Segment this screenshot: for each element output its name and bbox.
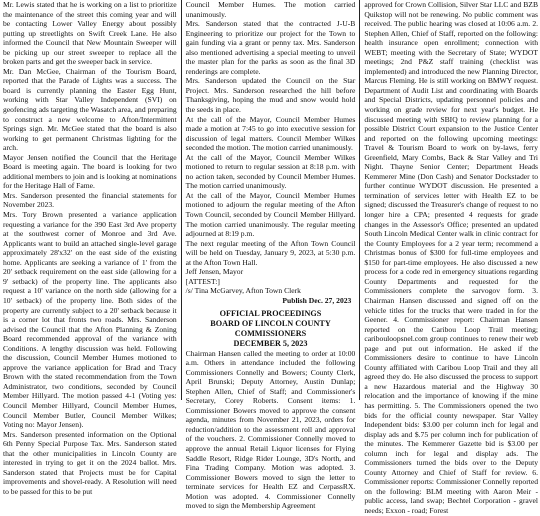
notice-heading: OFFICIAL PROCEEDINGS xyxy=(219,308,322,318)
column-middle xyxy=(182,0,360,511)
signature-clerk: /s/ Tina McGarvey, Afton Town Clerk xyxy=(185,286,301,296)
paragraph: Mrs. Tory Brown presented a variance application requesting a variance for the 390 East 3rd Ave property at the southwest corner of Monroe and 3rd Ave. Applicants want to build an attached single-level garage approximately 28'x32' on the east side of the existing home. Applicants are seeking a variance of 1' from the 20' setback requirement on the east side (allowing for a 9' setback) of the property line. The applicants also request a 10' variance on the north side (allowing for a 10' setback) of the property line. Both sides of the property are currently subject to a 20' setback because it is a corner lot that fronts two roads. Mrs. Sanderson advised the Council that the Afton Planning & Zoning Board recommended approval of the variance with Conditions. A lengthy discussion was held. Following the discussion, Council Member Humes motioned to approve the variance application for Brad and Tracy Brown with the stated recommendation from the Town Administrator, two conditions, seconded by Council Member Hillyard. The motion passed 4-1 (Voting yes: Council Member Hillyard, Council Member Humes, Council Member Butler, Council Member Wilkes; Voting no: Mayor Jensen). xyxy=(3,210,177,430)
paragraph: Mr. Dan McGee, Chairman of the Tourism Board, reported that the Parade of Lights was a success. The board is currently planning the Easter Egg Hunt, working with Star Valley Independent (SVI) on geofencing ads targeting the Wasatch area, and preparing to construct a new welcome to Afton/Intermittent Springs sign. Mr. McGee stated that the board is also working to get permanent Christmas lighting for the arch. xyxy=(3,66,177,153)
paragraph: Mayor Jensen notified the Council that the Heritage Board is meeting again. The board is looking for two additional members to join and is looking at nominations for the Heritage Hall of Fame. xyxy=(3,152,177,191)
paragraph: Mrs. Sanderson presented the financial statements for November 2023. xyxy=(3,190,177,210)
notice-subheading-date: DECEMBER 5, 2023 xyxy=(233,338,308,348)
paragraph: Mrs. Sanderson presented information on the Optional 6th Penny Special Purpose Tax. Mrs. Sanderson stated that the other municipalities in Lincoln County are interested in trying to get it on the 2024 ballot. Mrs. Sanderson stated that Projects must be for Capital improvements and shovel-ready. A Resolution will need to be passed for this to be put xyxy=(3,429,177,496)
paragraph: At the call of the Mayor, Council Member Humes motioned to adjourn the regular meeting of the Afton Town Council, seconded by Council Member Hillyard. The motion carried unanimously. The regular meeting adjourned at 8:19 p.m. xyxy=(185,190,356,239)
paragraph: Mrs. Sanderson stated that the contracted J-U-B Engineering to prioritize our project for the Town to gain funding via a grant or penny tax. Mrs. Sanderson also mentioned advertising a special meeting to unveil the master plan for the parks as soon as the final 3D renderings are complete. xyxy=(185,19,356,76)
column-right xyxy=(360,0,539,515)
attest-label: [ATTEST:] xyxy=(185,276,220,286)
paragraph: The next regular meeting of the Afton Town Council will be held on Tuesday, January 9, 2023, at 5:30 p.m. at the Afton Town Hall. xyxy=(185,238,356,267)
column-left xyxy=(3,0,181,496)
paragraph: approved for Crown Collision, Silver Star LLC and BZB Quikstop will not be renewing. No public comment was received. The public hearing was closed at 10:06 a.m. 2. Stephen Allen, Chief of Staff, reported on the following: health insurance open enrollment; connection with WEBT; meeting with the Secretary of State; WYDOT meetings; 2nd P&Z staff training (checklist was implemented) and introduced the new Planning Director, Marcus Fleming. He is still working on BMWY request. Department of Audit List and coordinating with Boards and Special Districts, updating personnel policies and working on grade review for next year's budget. He discussed meeting with SBIQ to review planning for a possible District Court expansion to the Justice Center and reported on the following upcoming meetings: Travel & Tourism Board to work on by-laws, ferry Greenfield, Mary Combs, Back & Star Valley and Tri Night. Thayne Senior Center; Department Heads Kemmerer Mine (Don Cash) and Senator Dockstader to further continue WYDOT discussion. He presented a termination of services letter with Health EZ to be signed; discussed the Treasurer's change of request to no longer hire a CPA; presented 4 requests for grade changes in the Assessor's Office; presented an updated South Lincoln Medical Center walk in clinic contract for the County Employees for a 2 year term; recommend a Christmas bonus of $300 for full-time employees and $150 for part-time employees. He also discussed a new process for a code red in emergency situations regarding County Departments and requested for the Commissioners complete the sarvogov form. 3. Chairman Hansen discussed and signed off on the vehicle titles for the trucks that were traded in for the Geener. 4. Commissioner report: Chairman Hansen reported on the Caribou Loop Trail meeting; caribouloopsnel.com group continues to renew their web page and put out information. He asked if the Commissioners desire to continue to have Lincoln County affiliated with Caribou Loop Trail and they all agreed they do. He also discussed the process to support a new Hazardous material and the Highway 30 relocation and the importance of knowing if the mine has permitting. 5. The Commissioners opened the two bids for the official county newspaper. Star Valley Independent bids: $3.00 per column inch for legal and display ads and $.75 per column inch for publication of the minutes. The Kemmerer Gazette bid is $3.00 per column inch for legal and display ads. The Commissioners turned the bids over to the Deputy County Attorney and Chief of Staff for review. 6. Commissioner reports: Commissioner Connelly reported on the following: BLM meeting with Aaron Meir - public access, land swap; Bechtel Corporation - gravel needs; Exxon - road; Forest xyxy=(364,0,539,515)
notice-subheading-board: BOARD OF LINCOLN COUNTY COMMISSIONERS xyxy=(210,318,331,338)
publish-line: Publish Dec. 27, 2023 xyxy=(282,295,352,305)
signature-mayor: Jeff Jensen, Mayor xyxy=(185,267,244,277)
paragraph: At the call of the Mayor, Council Member Humes made a motion at 7:45 to go into executive session for discussion of legal matters. Council Member Wilkes seconded the motion. The motion carried unanimously. xyxy=(185,114,356,153)
paragraph: Chairman Hansen called the meeting to order at 10:00 a.m. Others in attendance included the following Commissioners Connelly and Bowers; County Clerk, April Brunski; Deputy Attorney, Austin Dunlap; Stephen Allen, Chief of Staff; and Commissioner's Secretary, Corey Roberts. Consent items: 1. Commissioner Bowers moved to approve the consent agenda, minutes from November 21, 2023, orders for reduction/addition to the assessment roll and approval of the vouchers. 2. Commissioner Connelly moved to approve the annual Retail Liquor licenses for Flying Saddle Resort, Ridge Rider Lounge, 3D's North, and Fina Trading Company. Motion was adopted. 3. Commissioner Bowers moved to sign the letter to terminate services for Health EZ and CerpassRX. Motion was adopted. 4. Commissioner Connelly moved to sign the Membership Agreement xyxy=(185,348,356,511)
paragraph: Mrs. Sanderson updated the Council on the Star Project. Mrs. Sanderson researched the hill before Thanksgiving, hoping the mud and snow would hold the seeds in place. xyxy=(185,76,356,115)
paragraph: Mr. Lewis stated that he is working on a list to prioritize the maintenance of the street this coming year and will be contacting Lower Valley Energy about possibly putting up streetlights on Swift Creek Lane. He also informed the Council that New Mountain Sweeper will be picking up our street sweeper to replace all the broken parts and get the sweeper back in service. xyxy=(3,0,177,67)
paragraph: At the call of the Mayor, Council Member Wilkes motioned to return to regular session at 8:18 p.m. with no action taken, seconded by Council Member Humes. The motion carried unanimously. xyxy=(185,152,356,191)
paragraph: Council Member Humes. The motion carried unanimously. xyxy=(185,0,356,19)
